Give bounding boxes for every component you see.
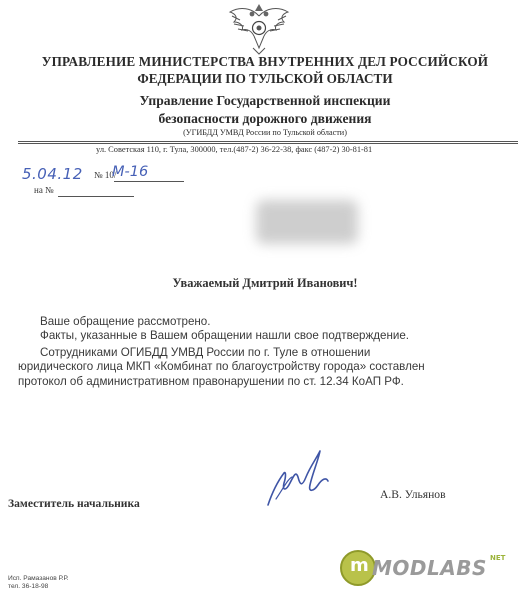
body-paragraph-3-line-1: Сотрудниками ОГИБДД УМВД России по г. Туле в отношении <box>40 346 371 359</box>
redacted-addressee <box>256 200 358 244</box>
body-paragraph-3-line-3: протокол об административном правонарушении по ст. 12.34 КоАП РФ. <box>18 375 404 388</box>
watermark-suffix: NET <box>490 554 506 562</box>
handwritten-signature-icon <box>262 447 338 517</box>
executor-info <box>8 575 69 591</box>
header-divider-thin <box>18 143 518 144</box>
body-paragraph-2: Факты, указанные в Вашем обращении нашли свое подтверждение. <box>40 329 410 342</box>
modlabs-logo-icon <box>340 550 376 586</box>
watermark-text: MODLABS <box>372 556 487 580</box>
number-label: № 10/ <box>94 170 117 180</box>
modlabs-watermark <box>340 550 526 592</box>
in-reply-label: на № <box>34 185 54 195</box>
body-paragraph-1: Ваше обращение рассмотрено. <box>40 315 211 328</box>
header-line-4: безопасности дорожного движения <box>158 111 372 126</box>
double-headed-eagle-emblem-icon <box>226 2 292 56</box>
header-line-3: Управление Государственной инспекции <box>139 93 391 108</box>
address-line: ул. Советская 110, г. Тула, 300000, тел.(487-2) 36-22-38, факс (487-2) 30-81-81 <box>96 145 373 154</box>
header-line-1: УПРАВЛЕНИЕ МИНИСТЕРСТВА ВНУТРЕННИХ ДЕЛ РОССИЙСКОЙ <box>41 54 489 69</box>
signer-position: Заместитель начальника <box>8 497 140 510</box>
header-line-5: (УГИБДД УМВД России по Тульской области) <box>183 128 347 137</box>
logo-letter: m <box>350 555 369 576</box>
header-line-2: ФЕДЕРАЦИИ ПО ТУЛЬСКОЙ ОБЛАСТИ <box>137 71 393 86</box>
in-reply-underline <box>58 196 134 197</box>
handwritten-date: 5.04.12 <box>22 165 83 183</box>
body-paragraph-3-line-2: юридического лица МКП «Комбинат по благоустройству города» составлен <box>18 360 425 373</box>
salutation: Уважаемый Дмитрий Иванович! <box>172 276 358 290</box>
executor-name: Исп. Рамазанов Р.Р. <box>8 575 69 582</box>
number-underline <box>114 181 184 182</box>
handwritten-number: М-16 <box>112 164 149 180</box>
reference-block <box>16 165 216 205</box>
executor-phone: тел. 36-18-98 <box>8 583 49 590</box>
header-divider-thick <box>18 141 518 142</box>
signer-name: А.В. Ульянов <box>380 488 446 501</box>
